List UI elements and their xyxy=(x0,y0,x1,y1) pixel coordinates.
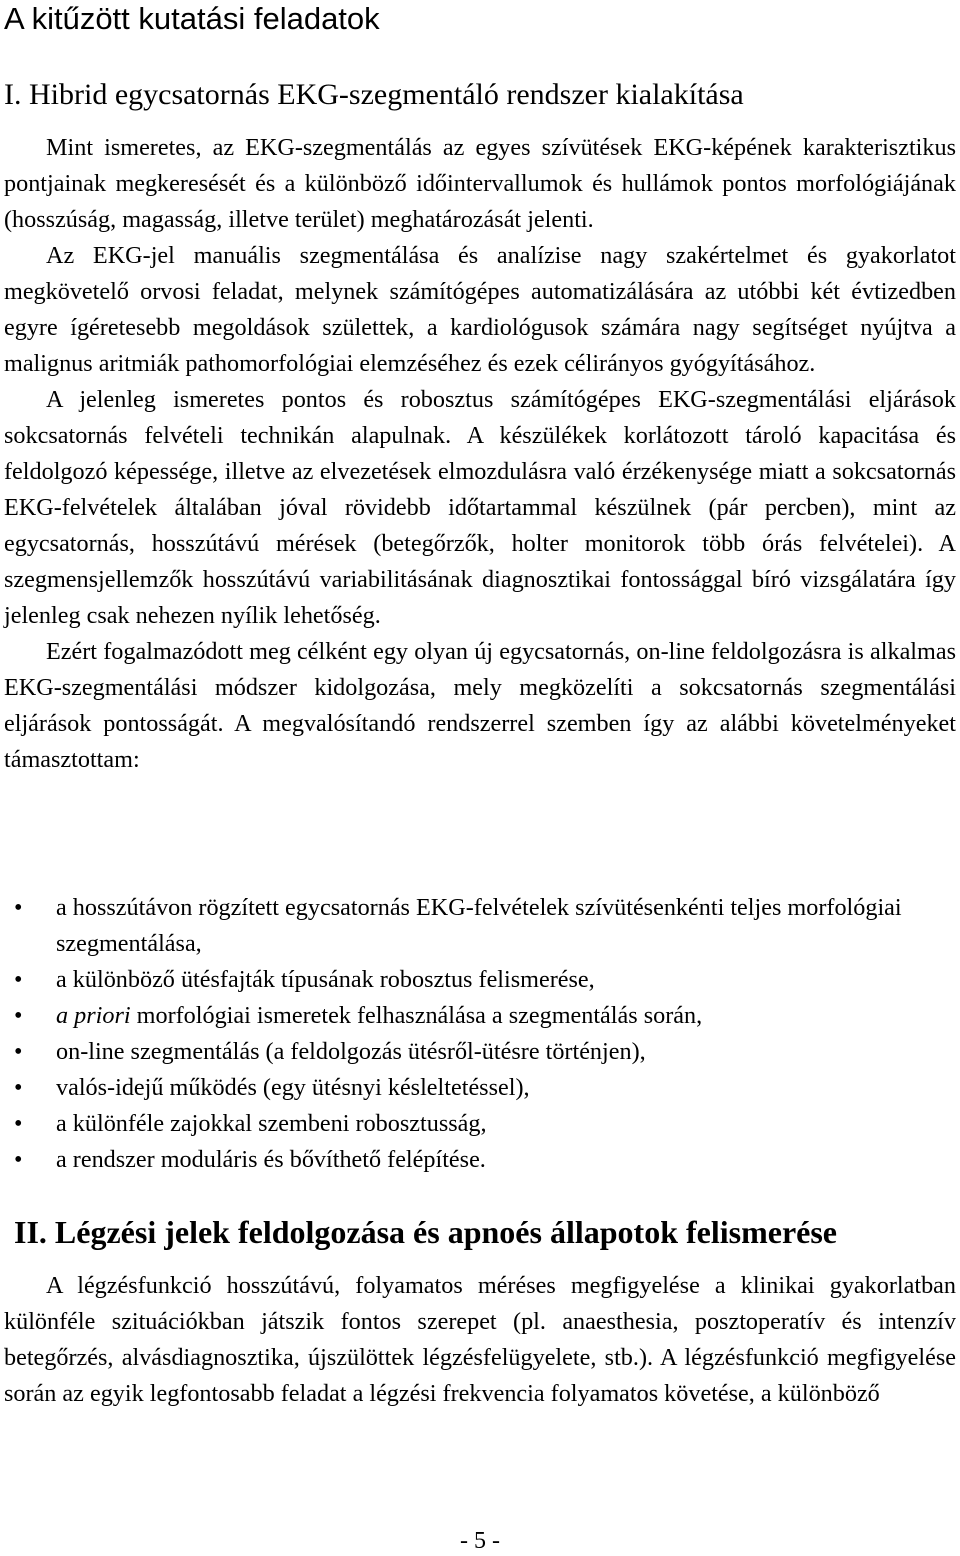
list-item-text: morfológiai ismeretek felhasználása a szegmentálás során, xyxy=(130,1002,703,1029)
section-2-body xyxy=(4,1268,956,1412)
list-item xyxy=(4,962,956,998)
section-2-heading: II. Légzési jelek feldolgozása és apnoés állapotok felismerése xyxy=(14,1214,837,1250)
bullet-icon: • xyxy=(14,894,23,921)
list-item xyxy=(4,1142,956,1178)
list-item-text: valós-idejű működés (egy ütésnyi késleltetéssel), xyxy=(56,1074,530,1101)
paragraph-4: Ezért fogalmazódott meg célként egy olyan új egycsatornás, on-line feldolgozásra is alkalmas EKG-szegmentálási módszer kidolgozása, mely megközelíti a sokcsatornás szegmentálási eljárások pontosságát. A megvalósítandó rendszerrel szemben így az alábbi követelményeket támasztottam: xyxy=(4,638,956,773)
list-item xyxy=(4,1070,956,1106)
list-item-text: a hosszútávon rögzített egycsatornás EKG-felvételek szívütésenkénti teljes morfológiai szegmentálása, xyxy=(56,894,902,957)
list-item-italic-text: a priori xyxy=(56,1002,131,1029)
list-item xyxy=(4,890,956,962)
paragraph-5: A légzésfunkció hosszútávú, folyamatos méréses megfigyelése a klinikai gyakorlatban különféle szituációkban játszik fontos szerepet (pl. anaesthesia, posztoperatív és intenzív betegőrzés, alvásdiagnosztika, újszülöttek légzésfelügyelete, stb.). A légzésfunkció megfigyelése során az egyik legfontosabb feladat a légzési frekvencia folyamatos követése, a különböző xyxy=(4,1272,956,1407)
section-1-body xyxy=(4,130,956,778)
bullet-icon: • xyxy=(14,1074,23,1101)
bullet-icon: • xyxy=(14,1002,23,1029)
paragraph-2: Az EKG-jel manuális szegmentálása és analízise nagy szakértelmet és gyakorlatot megkövetelő orvosi feladat, melynek számítógépes automatizálására az utóbbi két évtizedben egyre ígéretesebb megoldások születtek, a kardiológusok számára nagy segítséget nyújtva a malignus aritmiák pathomorfológiai elemzéséhez és ezek célirányos gyógyításához. xyxy=(4,242,956,377)
bullet-icon: • xyxy=(14,966,23,993)
list-item xyxy=(4,1106,956,1142)
page-number: - 5 - xyxy=(460,1528,500,1554)
list-item-text: a különféle zajokkal szembeni robosztusság, xyxy=(56,1110,487,1137)
bullet-icon: • xyxy=(14,1110,23,1137)
section-1-heading: I. Hibrid egycsatornás EKG-szegmentáló rendszer kialakítása xyxy=(4,78,744,111)
paragraph-1: Mint ismeretes, az EKG-szegmentálás az egyes szívütések EKG-képének karakterisztikus pontjainak megkeresését és a különböző időintervallumok és hullámok pontos morfológiájának (hosszúság, magasság, illetve terület) meghatározását jelenti. xyxy=(4,134,956,233)
list-item-text: a különböző ütésfajták típusának robosztus felismerése, xyxy=(56,966,595,993)
page-title: A kitűzött kutatási feladatok xyxy=(4,1,380,36)
bullet-icon: • xyxy=(14,1146,23,1173)
list-item-text: on-line szegmentálás (a feldolgozás ütésről-ütésre történjen), xyxy=(56,1038,646,1065)
list-item xyxy=(4,998,956,1034)
list-item xyxy=(4,1034,956,1070)
list-item-text: a rendszer moduláris és bővíthető felépítése. xyxy=(56,1146,486,1173)
bullet-icon: • xyxy=(14,1038,23,1065)
requirements-list xyxy=(4,890,956,1178)
paragraph-3: A jelenleg ismeretes pontos és robosztus számítógépes EKG-szegmentálási eljárások sokcsatornás felvételi technikán alapulnak. A készülékek korlátozott tároló kapacitása és feldolgozó képessége, illetve az elvezetések elmozdulásra való érzékenysége miatt a sokcsatornás EKG-felvételek általában jóval rövidebb időtartammal készülnek (pár percben), mint az egycsatornás, hosszútávú mérések (betegőrzők, holter monitorok több órás felvételei). A szegmensjellemzők hosszútávú variabilitásának diagnosztikai fontossággal bíró vizsgálatára így jelenleg csak nehezen nyílik lehetőség. xyxy=(4,386,956,629)
